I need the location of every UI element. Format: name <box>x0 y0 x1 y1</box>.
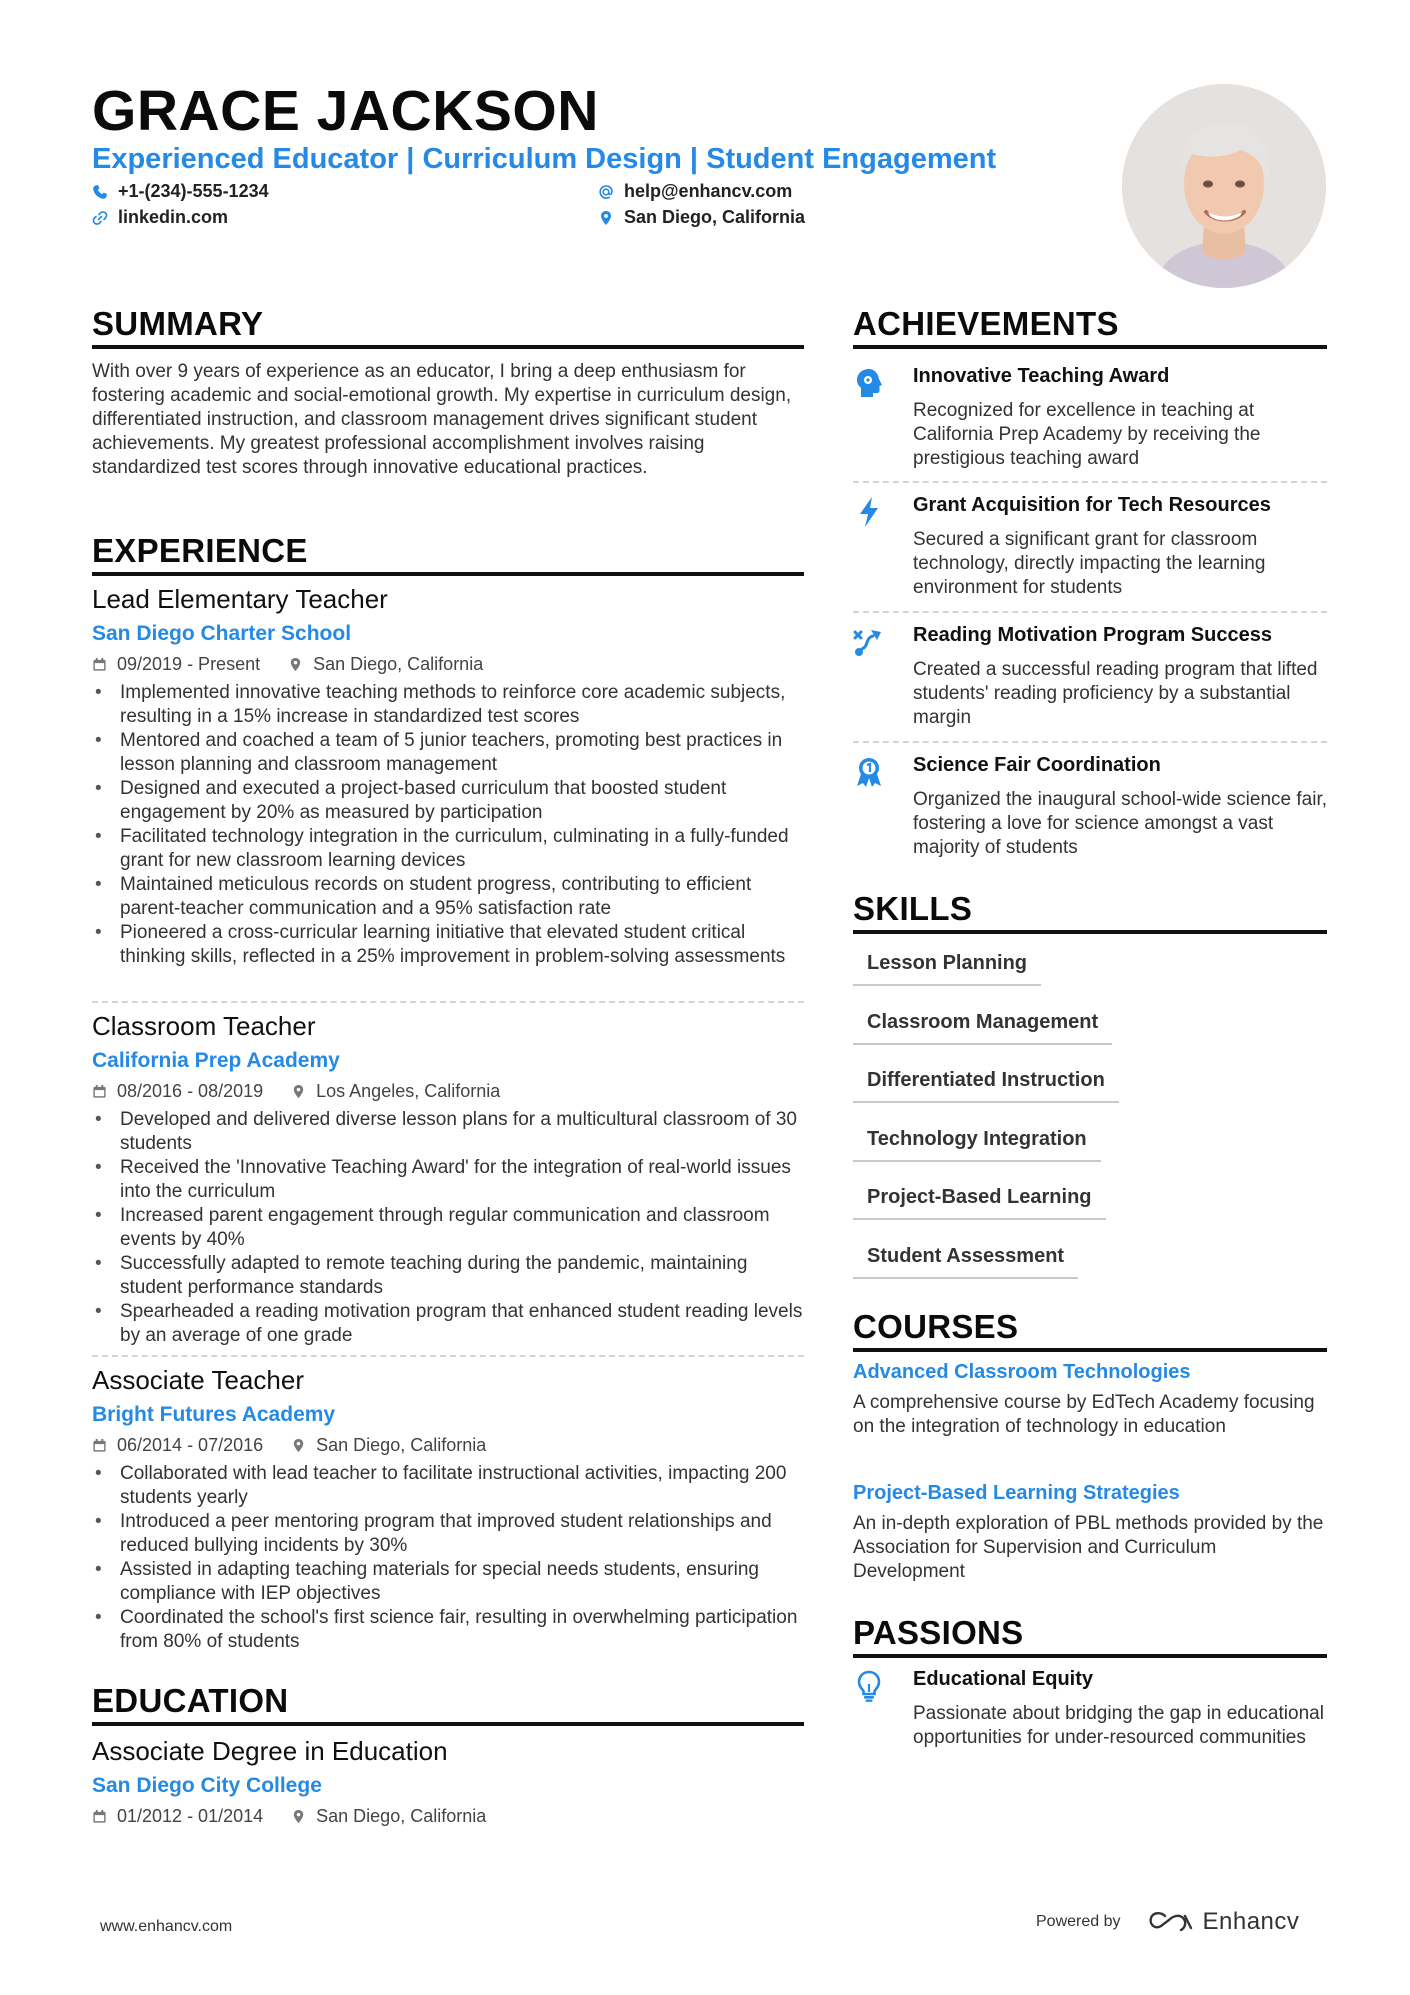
calendar-icon <box>92 657 107 672</box>
bullet-item: • Maintained meticulous records on student progress, contributing to efficient parent-teacher communication and a 95% satisfaction rate <box>92 873 804 921</box>
achievements-rule <box>853 345 1327 349</box>
skill-tag: Differentiated Instruction <box>853 1069 1119 1103</box>
education-rule <box>92 1722 804 1726</box>
job-role: Associate Teacher <box>92 1365 304 1395</box>
job-dates: 06/2014 - 07/2016 <box>117 1435 264 1455</box>
brand-name: Enhancv <box>1202 1908 1300 1935</box>
job-location: San Diego, California <box>316 1435 487 1455</box>
phone-contact[interactable] <box>92 181 269 202</box>
medal-icon <box>853 756 885 788</box>
linkedin-text: linkedin.com <box>118 207 229 227</box>
footer-website[interactable]: www.enhancv.com <box>100 1918 233 1935</box>
achievement-item <box>853 624 1327 734</box>
education-meta <box>92 1806 486 1827</box>
bullet-item: • Implemented innovative teaching methods to reinforce core academic subjects, resulting in a 15% increase in standardized test scores <box>92 681 804 729</box>
summary-rule <box>92 345 804 349</box>
divider <box>853 611 1327 613</box>
course-title[interactable]: Advanced Classroom Technologies <box>853 1361 1191 1383</box>
map-pin-icon <box>598 210 614 226</box>
location-contact <box>598 207 805 228</box>
achievement-item <box>853 494 1327 604</box>
bullet-item: • Assisted in adapting teaching materials for special needs students, ensuring compliance with IEP objectives <box>92 1558 804 1606</box>
map-pin-icon <box>291 1084 306 1099</box>
achievement-desc: Secured a significant grant for classroom technology, directly impacting the learning environment for students <box>913 529 1266 598</box>
degree: Associate Degree in Education <box>92 1736 448 1766</box>
achievement-desc: Organized the inaugural school-wide science fair, fostering a love for science amongst a vast majority of students <box>913 789 1328 858</box>
summary-title: SUMMARY <box>92 305 264 342</box>
achievement-item <box>853 365 1327 475</box>
footer-branding <box>1036 1908 1299 1936</box>
bullet-item: • Pioneered a cross-curricular learning initiative that elevated student critical thinking skills, reflected in a 25% improvement in problem-solving assessments <box>92 921 804 969</box>
skill-tag: Student Assessment <box>853 1245 1078 1279</box>
skills-title: SKILLS <box>853 890 973 927</box>
achievements-title: ACHIEVEMENTS <box>853 305 1119 342</box>
calendar-icon <box>92 1809 107 1824</box>
achievement-title: Innovative Teaching Award <box>913 365 1170 387</box>
divider <box>853 481 1327 483</box>
job-company[interactable]: California Prep Academy <box>92 1049 340 1072</box>
job-bullets <box>92 1462 804 1654</box>
job-bullets <box>92 1108 804 1348</box>
job-meta <box>92 1435 486 1456</box>
phone-icon <box>92 184 108 200</box>
course-title[interactable]: Project-Based Learning Strategies <box>853 1482 1180 1504</box>
achievement-title: Science Fair Coordination <box>913 754 1161 776</box>
experience-rule <box>92 572 804 576</box>
profile-photo <box>1122 84 1326 288</box>
lightning-icon <box>853 496 885 528</box>
education-location: San Diego, California <box>316 1806 487 1826</box>
job-bullets <box>92 681 804 969</box>
course-desc: A comprehensive course by EdTech Academy focusing on the integration of technology in education <box>853 1392 1315 1437</box>
lightbulb-icon <box>853 1670 885 1702</box>
enhancv-logo-icon <box>1147 1910 1193 1934</box>
bullet-item: • Introduced a peer mentoring program that improved student relationships and reduced bullying incidents by 30% <box>92 1510 804 1558</box>
calendar-icon <box>92 1438 107 1453</box>
head-icon <box>853 367 885 399</box>
passions-rule <box>853 1654 1327 1658</box>
at-icon <box>598 184 614 200</box>
bullet-item: • Received the 'Innovative Teaching Award' for the integration of real-world issues into the curriculum <box>92 1156 804 1204</box>
job-role: Classroom Teacher <box>92 1011 316 1041</box>
job-location: San Diego, California <box>313 654 484 674</box>
bullet-item: • Collaborated with lead teacher to facilitate instructional activities, impacting 200 students yearly <box>92 1462 804 1510</box>
job-meta <box>92 1081 500 1102</box>
skills-rule <box>853 930 1327 934</box>
achievement-desc: Created a successful reading program that lifted students' reading proficiency by a substantial margin <box>913 659 1318 728</box>
courses-title: COURSES <box>853 1308 1019 1345</box>
job-dates: 09/2019 - Present <box>117 654 261 674</box>
powered-by-text: Powered by <box>1036 1913 1121 1930</box>
bullet-item: • Increased parent engagement through regular communication and classroom events by 40% <box>92 1204 804 1252</box>
summary-text: With over 9 years of experience as an educator, I bring a deep enthusiasm for fostering academic and social-emotional growth. My expertise in curriculum design, differentiated instruction, and classroom management drives significant student achievements. My greatest professional accomplishment involves raising standardized test scores through innovative educational practices. <box>92 361 792 478</box>
divider <box>92 1355 804 1357</box>
education-title: EDUCATION <box>92 1682 289 1719</box>
bullet-item: • Facilitated technology integration in the curriculum, culminating in a fully-funded grant for new classroom learning devices <box>92 825 804 873</box>
job-company[interactable]: San Diego Charter School <box>92 622 352 645</box>
skill-tag: Classroom Management <box>853 1011 1112 1045</box>
candidate-name: GRACE JACKSON <box>92 79 599 143</box>
linkedin-contact[interactable] <box>92 207 228 228</box>
job-role: Lead Elementary Teacher <box>92 584 388 614</box>
calendar-icon <box>92 1084 107 1099</box>
skill-tag: Lesson Planning <box>853 952 1041 986</box>
bullet-item: • Successfully adapted to remote teaching during the pandemic, maintaining student performance standards <box>92 1252 804 1300</box>
bullet-item: • Spearheaded a reading motivation program that enhanced student reading levels by an average of one grade <box>92 1300 804 1348</box>
course-desc: An in-depth exploration of PBL methods provided by the Association for Supervision and Curriculum Development <box>853 1513 1324 1582</box>
email-text: help@enhancv.com <box>624 181 793 201</box>
passion-item <box>853 1668 1327 1778</box>
bullet-item: • Mentored and coached a team of 5 junior teachers, promoting best practices in lesson planning and classroom management <box>92 729 804 777</box>
bullet-item: • Coordinated the school's first science fair, resulting in overwhelming participation from 80% of students <box>92 1606 804 1654</box>
bullet-item: • Developed and delivered diverse lesson plans for a multicultural classroom of 30 students <box>92 1108 804 1156</box>
achievement-item <box>853 754 1327 864</box>
passion-desc: Passionate about bridging the gap in educational opportunities for under-resourced communities <box>913 1703 1324 1748</box>
job-company[interactable]: Bright Futures Academy <box>92 1403 336 1426</box>
link-icon <box>92 210 108 226</box>
skill-tag: Project-Based Learning <box>853 1186 1106 1220</box>
headline: Experienced Educator | Curriculum Design | Student Engagement <box>92 143 997 175</box>
experience-title: EXPERIENCE <box>92 532 308 569</box>
map-pin-icon <box>288 657 303 672</box>
job-meta <box>92 654 483 675</box>
passions-title: PASSIONS <box>853 1614 1024 1651</box>
achievement-title: Reading Motivation Program Success <box>913 624 1272 646</box>
courses-rule <box>853 1348 1327 1352</box>
achievement-title: Grant Acquisition for Tech Resources <box>913 494 1271 516</box>
school[interactable]: San Diego City College <box>92 1774 322 1797</box>
map-pin-icon <box>291 1809 306 1824</box>
job-location: Los Angeles, California <box>316 1081 501 1101</box>
skill-tag: Technology Integration <box>853 1128 1101 1162</box>
brand-logo[interactable] <box>1147 1908 1300 1936</box>
map-pin-icon <box>291 1438 306 1453</box>
portrait-illustration <box>1122 84 1326 288</box>
job-dates: 08/2016 - 08/2019 <box>117 1081 264 1101</box>
phone-text: +1-(234)-555-1234 <box>118 181 269 201</box>
location-text: San Diego, California <box>624 207 806 227</box>
route-icon <box>853 626 885 658</box>
achievement-desc: Recognized for excellence in teaching at California Prep Academy by receiving the prestigious teaching award <box>913 400 1261 469</box>
email-contact[interactable] <box>598 181 792 202</box>
bullet-item: • Designed and executed a project-based curriculum that boosted student engagement by 20% as measured by participation <box>92 777 804 825</box>
divider <box>92 1001 804 1003</box>
education-dates: 01/2012 - 01/2014 <box>117 1806 264 1826</box>
divider <box>853 741 1327 743</box>
passion-title: Educational Equity <box>913 1668 1094 1690</box>
